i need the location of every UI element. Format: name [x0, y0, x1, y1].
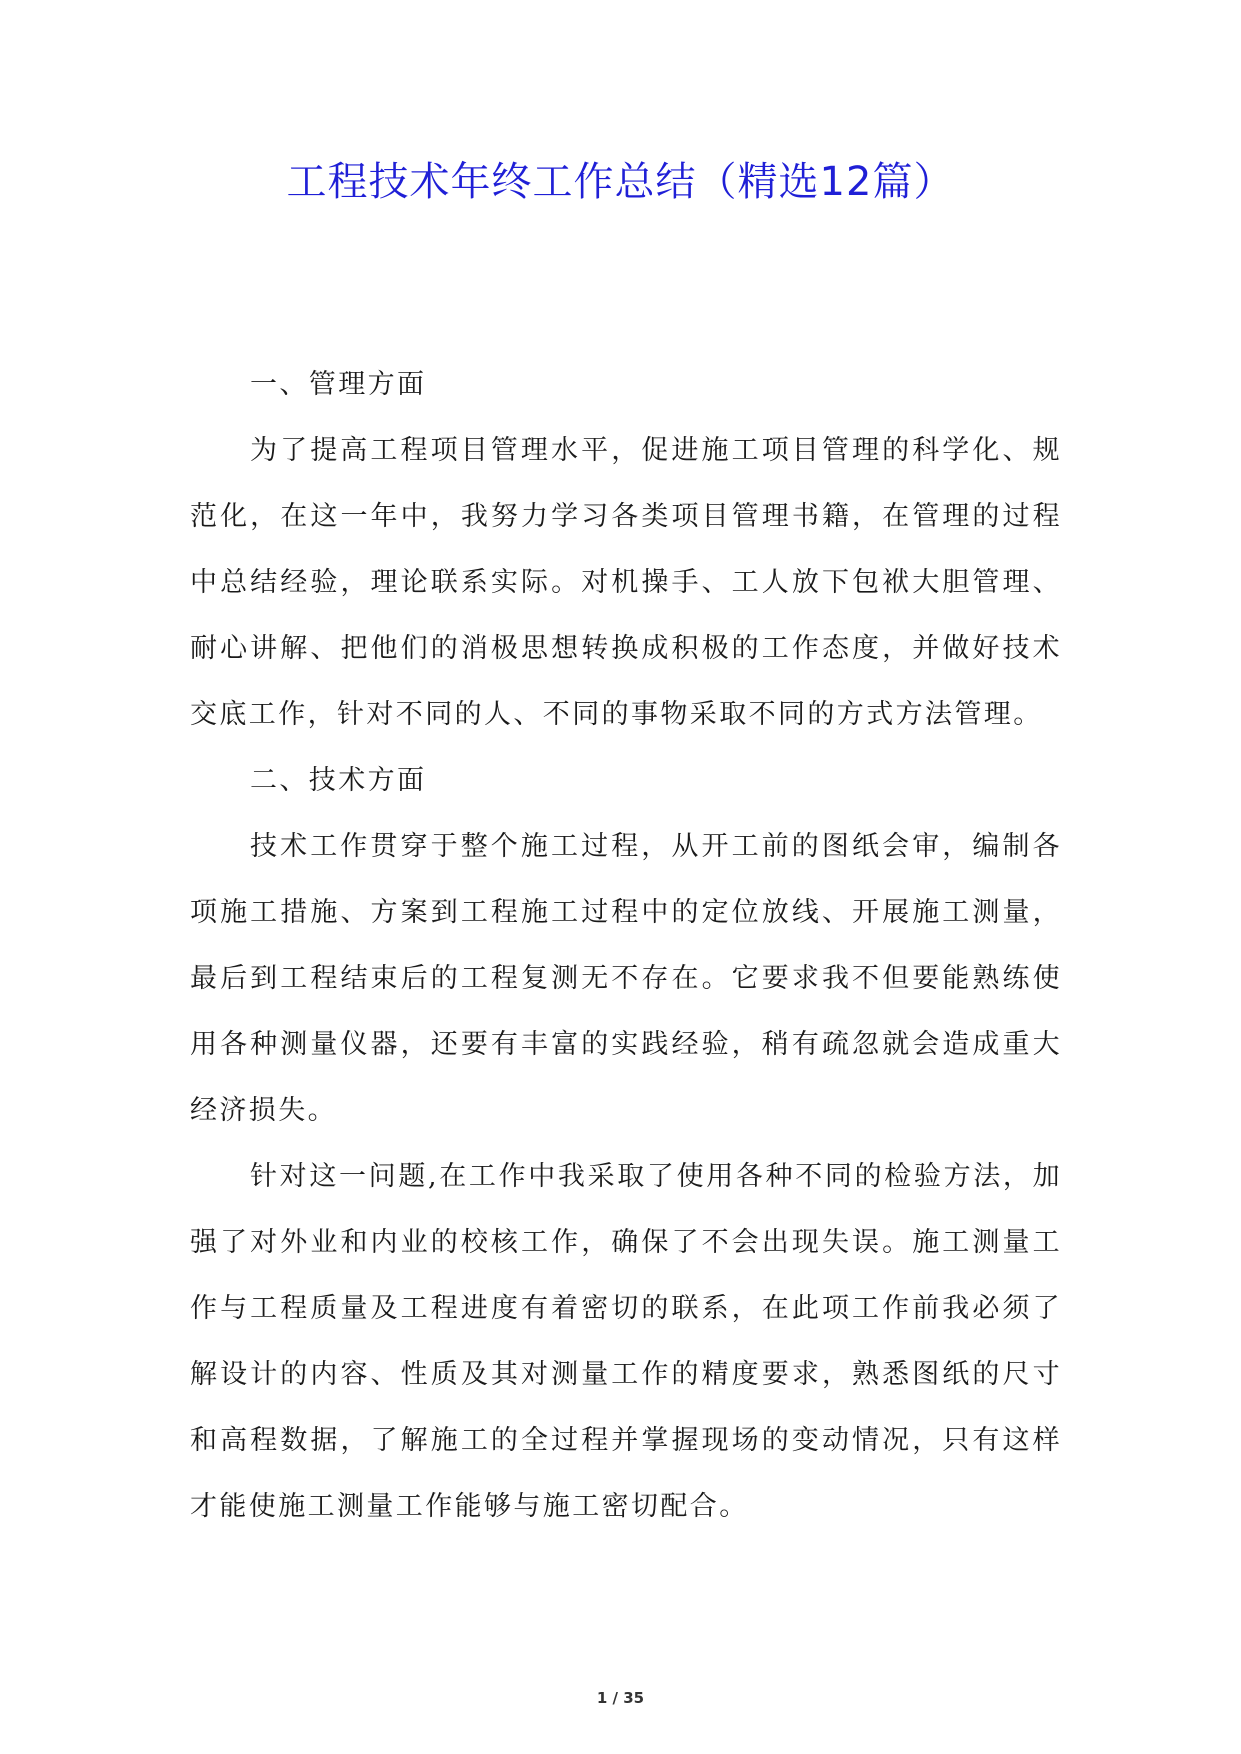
paragraph-technical-measures: 针对这一问题,在工作中我采取了使用各种不同的检验方法，加强了对外业和内业的校核工作，确保了不会出现失误。施工测量工作与工程质量及工程进度有着密切的联系，在此项工作前我必须了解设计的内容、性质及其对测量工作的精度要求，熟悉图纸的尺寸和高程数据，了解施工的全过程并掌握现场的变动情况，只有这样才能使施工测量工作能够与施工密切配合。	[190, 1161, 1062, 1522]
section-heading-management: 一、管理方面	[250, 369, 427, 400]
paragraph-management: 为了提高工程项目管理水平，促进施工项目管理的科学化、规范化，在这一年中，我努力学习各类项目管理书籍，在管理的过程中总结经验，理论联系实际。对机操手、工人放下包袱大胆管理、耐心讲解、把他们的消极思想转换成积极的工作态度，并做好技术交底工作，针对不同的人、不同的事物采取不同的方式方法管理。	[190, 435, 1062, 730]
page-number: 1 / 35	[596, 1689, 645, 1707]
document-body	[190, 352, 1062, 1540]
section-heading-technical: 二、技术方面	[250, 765, 427, 796]
document-title: 工程技术年终工作总结（精选12篇）	[286, 159, 955, 205]
paragraph-technical-overview: 技术工作贯穿于整个施工过程，从开工前的图纸会审，编制各项施工措施、方案到工程施工过程中的定位放线、开展施工测量，最后到工程结束后的工程复测无不存在。它要求我不但要能熟练使用各种测量仪器，还要有丰富的实践经验，稍有疏忽就会造成重大经济损失。	[190, 831, 1062, 1126]
